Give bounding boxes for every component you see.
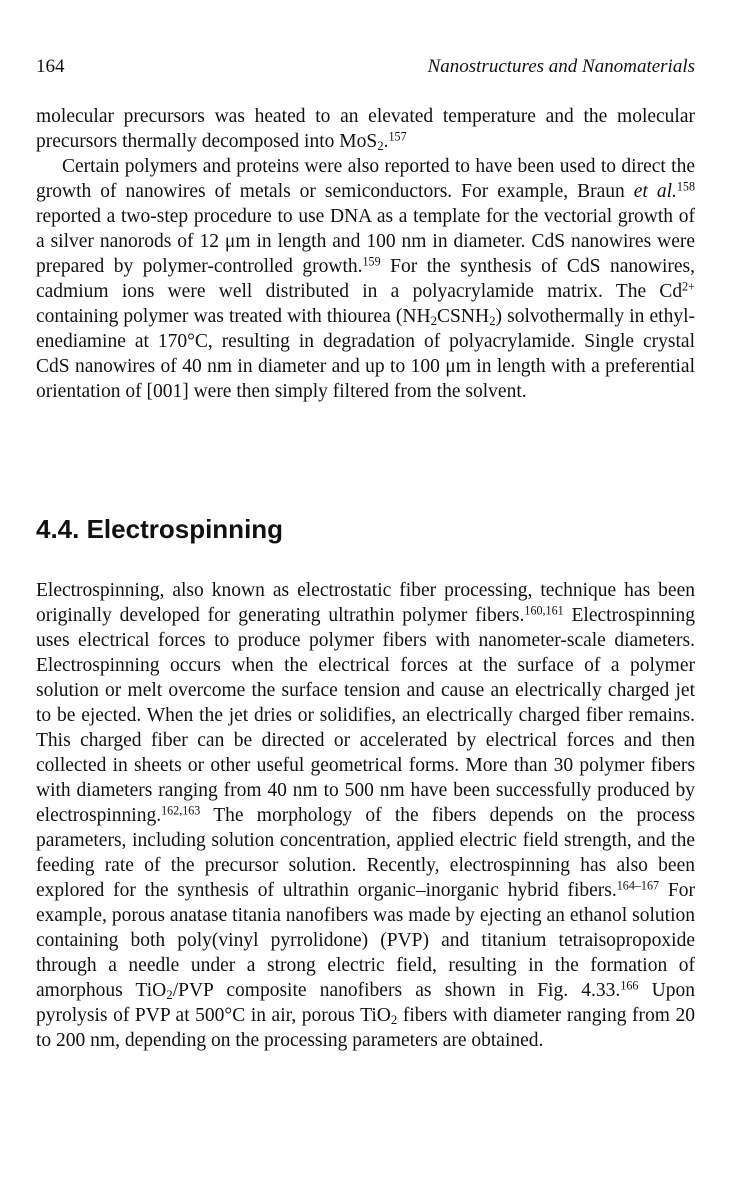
paragraph-continuation: molecular precursors was heated to an elevated temperature and the molecular precursors thermally decomposed into MoS$_2$.$^{157}$	[36, 106, 695, 154]
running-header	[36, 56, 695, 82]
running-title: Nanostructures and Nanomaterials	[427, 56, 695, 77]
paragraph-polymers-proteins: Certain polymers and proteins were also reported to have been used to direct the growth of nanowires of metals or semiconductors. For example, Braun et al.$^{158}$ reported a two-step procedure to use DNA as a template for the vectorial growth of a silver nanorods of 12 μm in length and 100 nm in diameter. CdS nanowires were prepared by polymer-controlled growth.$^{159}$ For the synthesis of CdS nanowires, cadmium ions were well distributed in a polyacrylamide matrix. The $Cd^{2+}$ containing polymer was treated with thiourea $(NH_2CSNH_2)$ solvothermally in ethylenediamine at 170°C, resulting in degradation of polyacrylamide. Single crystal CdS nanowires of 40 nm in diameter and up to 100 μm in length with a preferential orientation of [001] were then simply filtered from the solvent.	[36, 156, 696, 402]
paragraph-electrospinning: Electrospinning, also known as electrostatic fiber processing, technique has been originally developed for generating ultrathin polymer fibers.$^{160,161}$ Electrospinning uses electrical forces to produce polymer fibers with nanometer-scale diameters. Electrospinning occurs when the electrical forces at the surface of a polymer solution or melt overcome the surface tension and cause an electrically charged jet to be ejected. When the jet dries or solidifies, an electrically charged fiber remains. This charged fiber can be directed or accelerated by electrical forces and then collected in sheets or other useful geometrical forms. More than 30 polymer fibers with diameters ranging from 40 nm to 500 nm have been successfully produced by electrospinning.$^{162,163}$ The morphology of the fibers depends on the process parameters, including solution concentration, applied electric field strength, and the feeding rate of the precursor solution. Recently, electrospinning has also been explored for the synthesis of ultrathin organic–inorganic hybrid fibers.$^{164-167}$ For example, porous anatase titania nanofibers was made by ejecting an ethanol solution containing both poly(vinyl pyrrolidone) (PVP) and titanium tetraisopropoxide through a needle under a strong electric field, resulting in the formation of amorphous TiO$_2$/PVP composite nanofibers as shown in Fig. 4.33.$^{166}$ Upon pyrolysis of PVP at 500°C in air, porous TiO$_2$ fibers with diameter ranging from 20 to 200 nm, depending on the processing parameters are obtained.	[36, 580, 695, 1051]
section-heading: 4.4. Electrospinning	[36, 514, 284, 544]
page-number: 164	[36, 56, 65, 77]
